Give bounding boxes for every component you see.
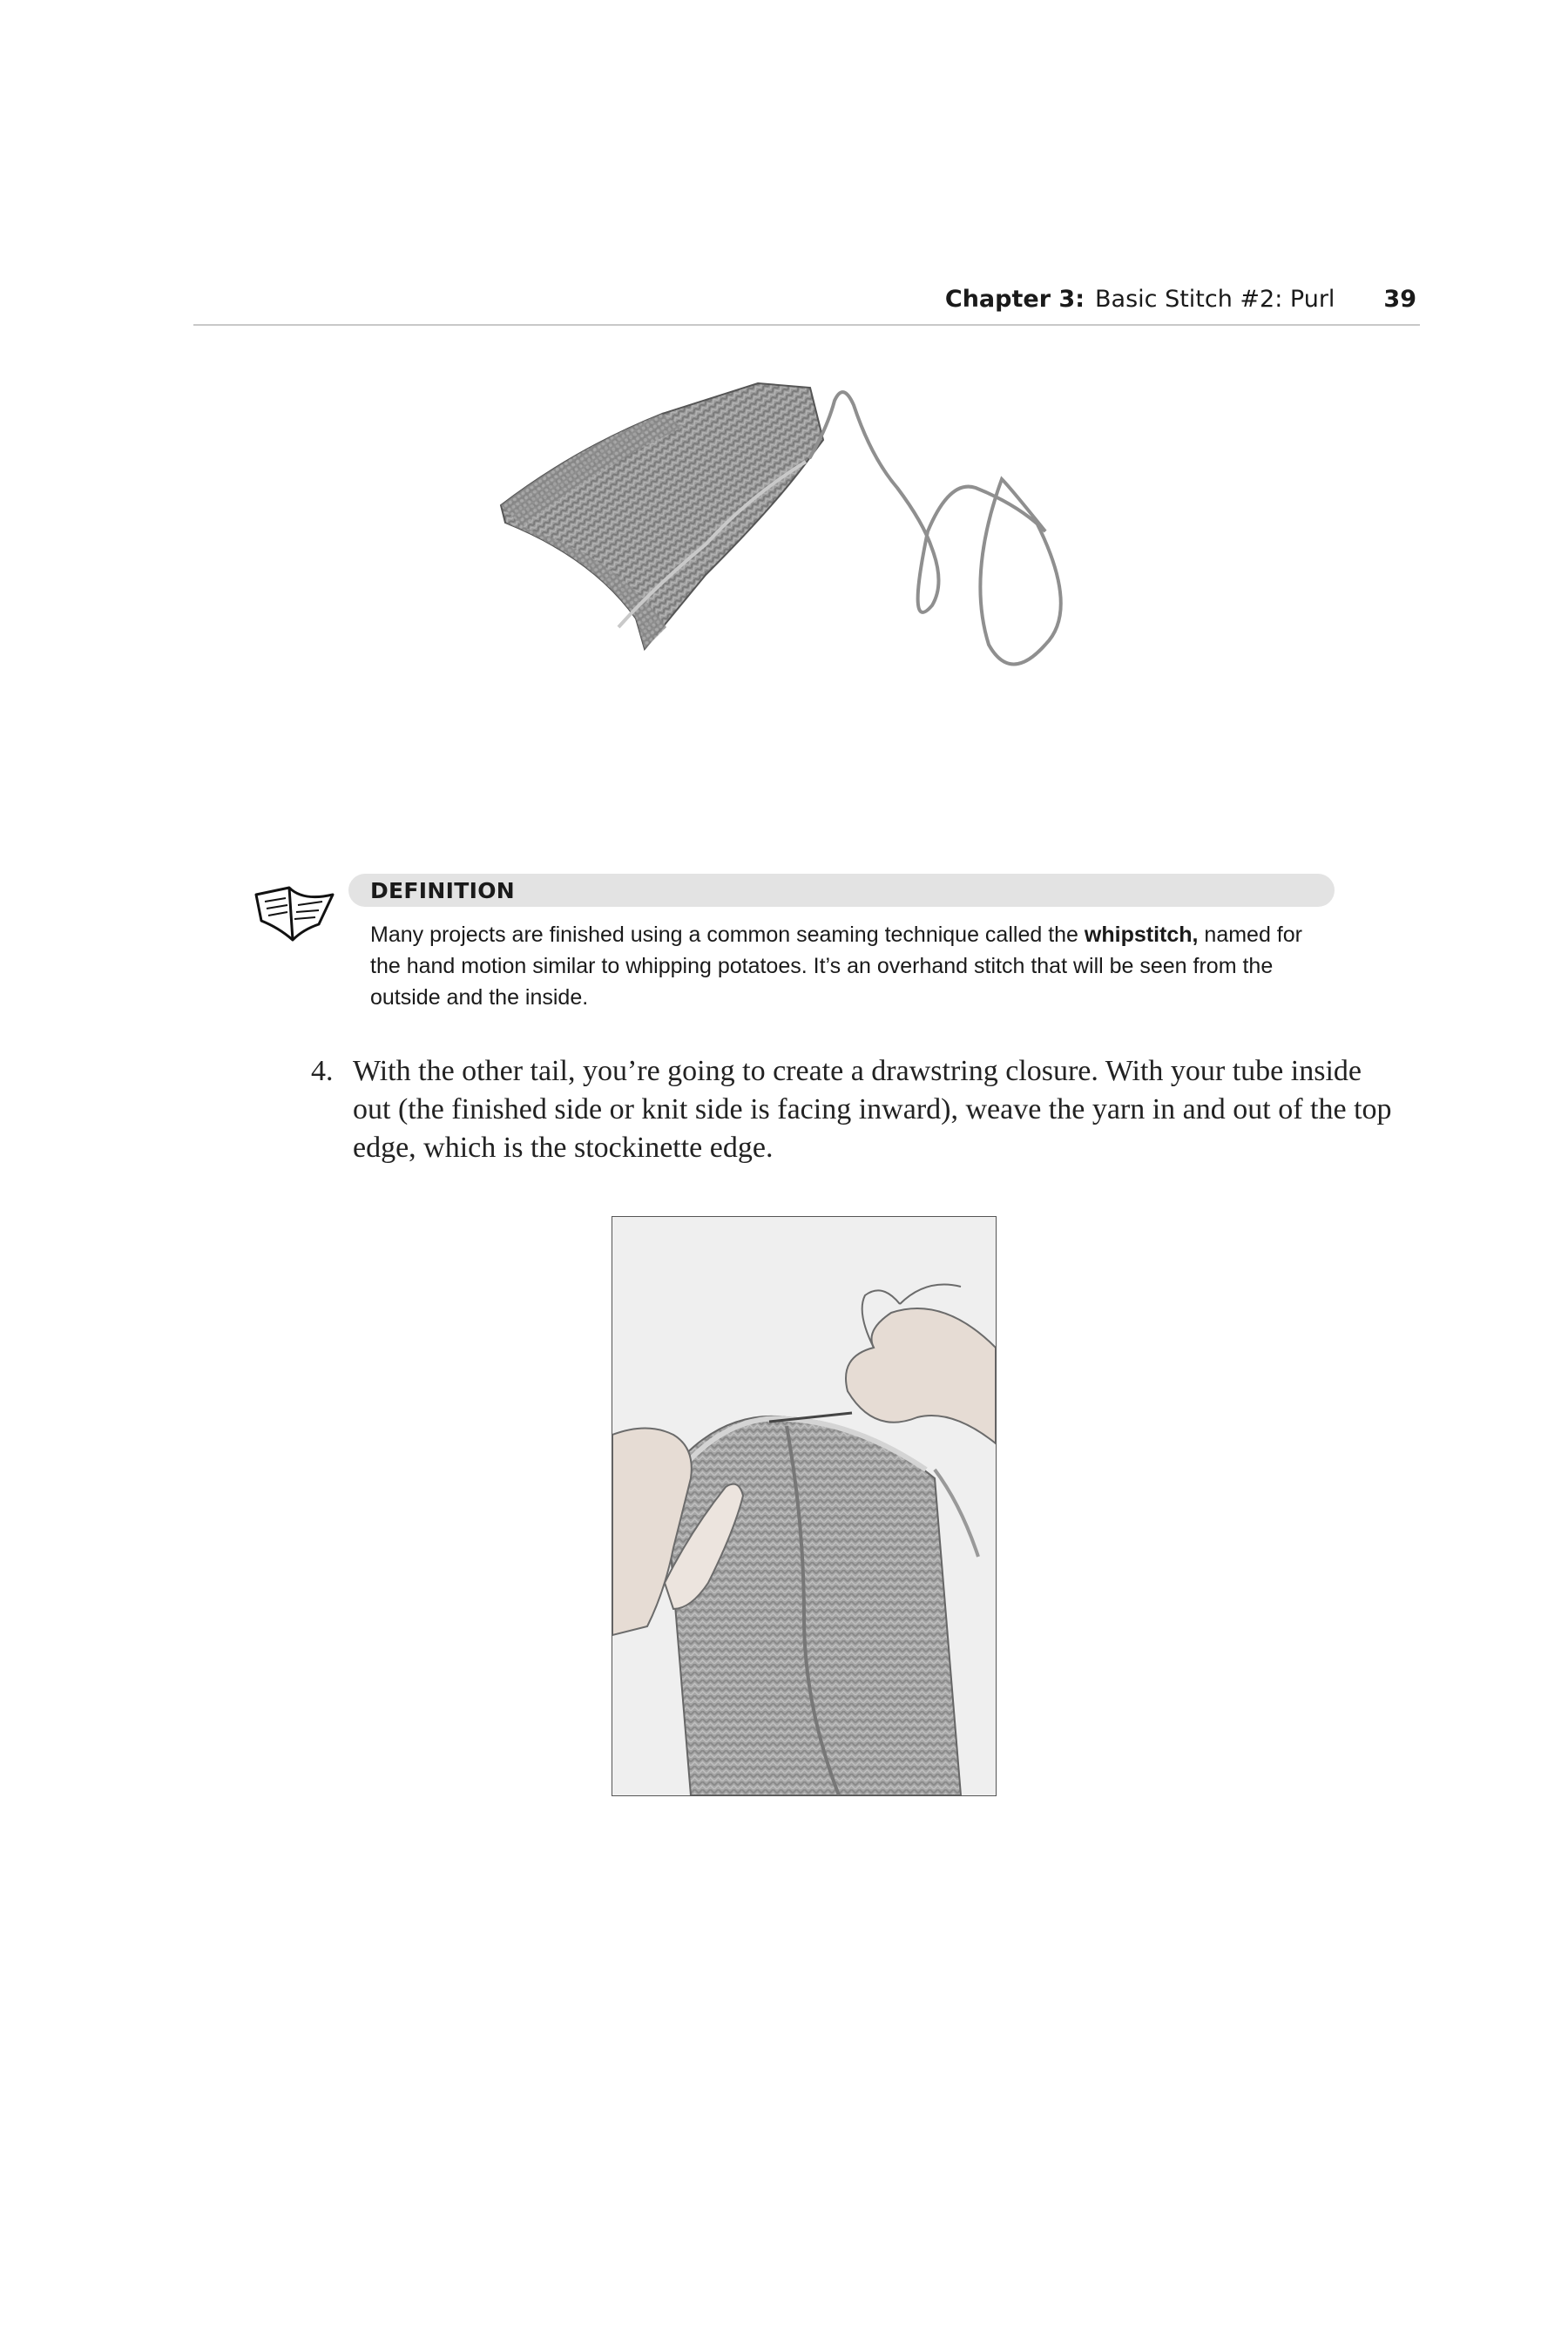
page-number: 39 — [1383, 286, 1416, 313]
header-right — [945, 286, 1416, 313]
knitted-fabric — [665, 1416, 961, 1795]
definition-term: whipstitch, — [1084, 923, 1199, 947]
yarn-tail — [810, 392, 1061, 664]
running-header — [193, 286, 1420, 326]
open-book-icon — [253, 875, 340, 945]
definition-text-after: named for the hand motion similar to whipping potatoes. It’s an overhand stitch that will be seen from the outside and the inside. — [370, 923, 1302, 1010]
step-line: edge, which is the stockinette edge. — [353, 1132, 774, 1164]
step-number: 4. — [311, 1055, 334, 1087]
step-text — [353, 1052, 1429, 1167]
definition-text-before: Many projects are finished using a common seaming technique called the — [370, 923, 1085, 947]
chapter-label: Chapter 3: — [944, 286, 1085, 313]
chapter-title: Basic Stitch #2: Purl — [1095, 286, 1335, 313]
step-line: With the other tail, you’re going to create a drawstring closure. With your tube inside — [353, 1055, 1362, 1087]
definition-title: DEFINITION — [370, 878, 515, 903]
knitted-tube-photo — [488, 375, 1132, 854]
hands-weaving-yarn-photo — [612, 1216, 997, 1796]
definition-text — [370, 919, 1311, 1013]
step-line: out (the finished side or knit side is facing inward), weave the yarn in and out of the top — [353, 1093, 1392, 1125]
